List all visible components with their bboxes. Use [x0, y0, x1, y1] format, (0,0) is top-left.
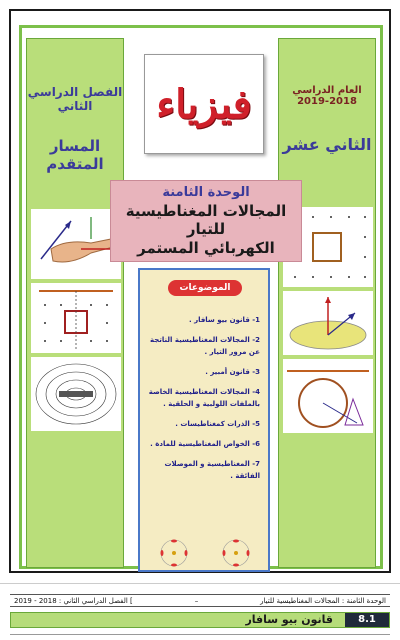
right-hand-rule-figure	[31, 209, 121, 279]
subject-title-box	[144, 54, 264, 154]
section-heading-bar	[10, 612, 390, 628]
circular-loop-figure	[283, 359, 373, 433]
semester-label: الفصل الدراسي الثاني	[27, 85, 123, 113]
running-header	[10, 594, 390, 607]
current-loop-vector-figure	[283, 291, 373, 355]
subject-title: فيزياء	[156, 80, 252, 128]
cover-frame	[19, 25, 383, 569]
grade-label: الثاني عشر	[282, 135, 372, 154]
topics-header: الموضوعات	[168, 280, 242, 296]
topics-card	[138, 268, 270, 572]
field-lines-figure	[31, 357, 121, 431]
page-divider	[10, 634, 390, 637]
left-panel	[26, 38, 124, 568]
section-number: 8.1	[345, 613, 389, 627]
unit-banner	[110, 180, 302, 262]
unit-number: الوحدة الثامنة	[162, 185, 250, 200]
field-grid-figure-left	[31, 283, 121, 353]
compass-rings-figure	[146, 538, 264, 568]
topic-item: 4- المجالات المغناطيسية الخاصة بالملفات اللولبية و الحلقية .	[148, 388, 260, 408]
topic-item: 2- المجالات المغناطيسية الناتجة عن مرور التيار .	[150, 336, 260, 356]
unit-title-line1: المجالات المغناطيسية للتيار	[125, 202, 287, 238]
header-dash: –	[194, 596, 199, 605]
track-label: المسار المتقدم	[46, 137, 104, 173]
topic-item: 5- الذرات كمغناطيسات .	[175, 420, 260, 428]
topic-item: 3- قانون أمبير .	[205, 368, 260, 376]
school-year-label: العام الدراسي 2018-2019	[292, 85, 362, 107]
section-title: قانون بيو سافار	[245, 613, 333, 626]
topic-item: 7- المغناطيسية و الموصلات الفائقة .	[164, 460, 260, 480]
unit-title-line2: الكهربائي المستمر	[137, 239, 275, 257]
topic-item: 6- الخواص المغناطيسية للمادة .	[150, 440, 260, 448]
header-semester-label: ] الفصل الدراسي الثاني : 2018 - 2019	[14, 596, 133, 605]
next-page-top	[0, 583, 400, 640]
right-panel	[278, 38, 376, 568]
header-unit-label: الوحدة الثامنة : المجالات المغناطيسية للتيار	[260, 596, 386, 605]
topics-list	[146, 314, 260, 490]
cover-page	[9, 9, 391, 573]
topic-item: 1- قانون بيو سافار .	[188, 316, 260, 324]
